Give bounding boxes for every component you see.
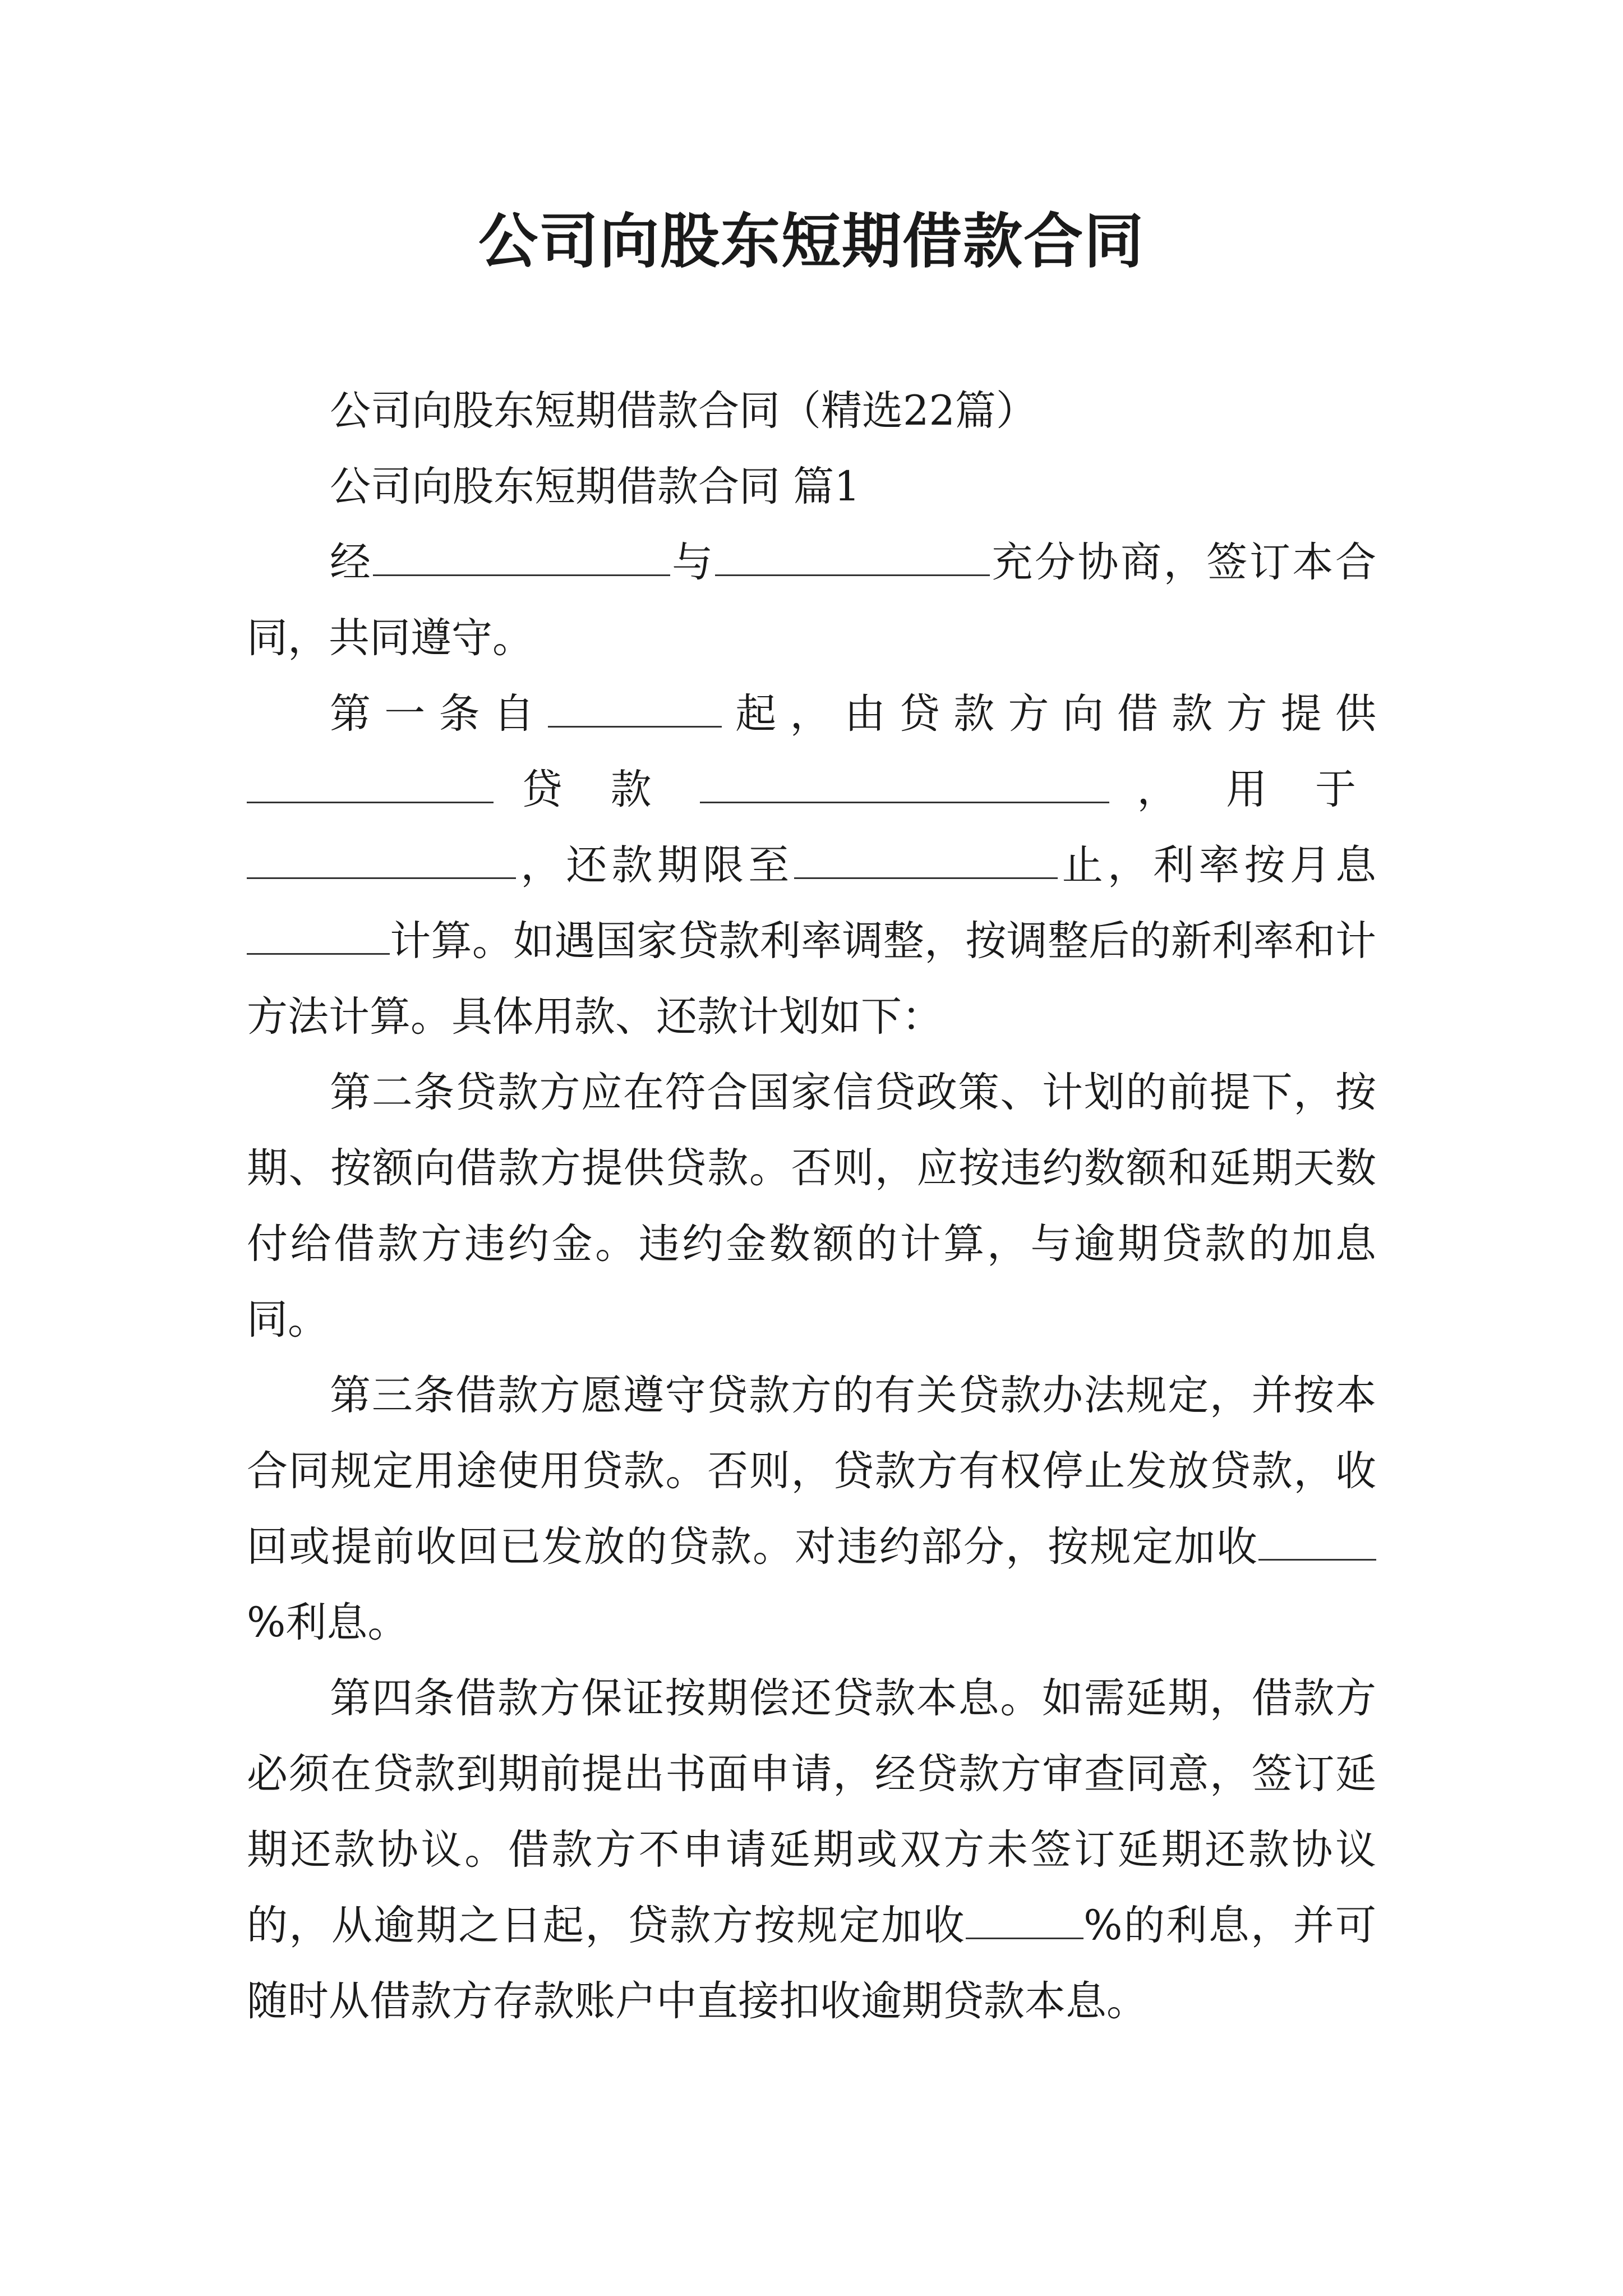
text-fragment: 第一条自 <box>330 690 548 738</box>
text-fragment: 起，由贷款方向借款方提供 <box>722 690 1376 738</box>
paragraph-intro <box>247 524 1376 676</box>
blank-field <box>700 767 1109 803</box>
blank-field <box>548 691 722 728</box>
paragraph-article-1 <box>247 676 1376 1055</box>
blank-field <box>794 843 1058 879</box>
text-fragment: ，还款期限至 <box>516 841 794 889</box>
subtitle: 公司向股东短期借款合同（精选22篇） <box>330 387 1037 435</box>
section-heading: 公司向股东短期借款合同 篇1 <box>330 463 860 510</box>
paragraph-article-2: 第二条贷款方应在符合国家信贷政策、计划的前提下，按期、按额向借款方提供贷款。否则，应按违约数额和延期天数付给借款方违约金。违约金数额的计算，与逾期贷款的加息同。 <box>247 1069 1376 1343</box>
document-body <box>247 373 1376 2039</box>
text-fragment: ，用于 <box>1109 766 1376 813</box>
text-fragment: 第三条借款方愿遵守贷款方的有关贷款办法规定，并按本合同规定用途使用贷款。否则，贷款方有权停止发放贷款，收回或提前收回已发放的贷款。对违约部分，按规定加收 <box>247 1372 1376 1571</box>
text-fragment: 计算。如遇国家贷款利率调整，按调整后的新利率和计方法计算。具体用款、还款计划如下： <box>247 917 1376 1041</box>
paragraph-article-3 <box>247 1358 1376 1660</box>
blank-field <box>247 843 516 879</box>
paragraph-article-4 <box>247 1660 1376 2039</box>
blank-field <box>1258 1524 1376 1561</box>
text-fragment: 第四条借款方保证按期偿还贷款本息。如需延期，借款方必须在贷款到期前提出书面申请，经贷款方审查同意，签订延期还款协议。借款方不申请延期或双方未签订延期还款协议的，从逾期之日起，贷款方按规定加收 <box>247 1674 1376 1949</box>
text-fragment: 与 <box>670 539 715 586</box>
blank-field <box>715 540 990 576</box>
text-fragment: 贷款 <box>494 766 700 813</box>
text-fragment: %的利息，并可随时从借款方存款账户中直接扣收逾期贷款本息。 <box>247 1902 1376 2025</box>
text-fragment: 止，利率按月息 <box>1057 841 1376 889</box>
document-title: 公司向股东短期借款合同 <box>478 206 1145 276</box>
blank-field <box>373 540 670 576</box>
blank-field <box>247 918 390 955</box>
text-fragment: 经 <box>330 539 373 586</box>
text-fragment: %利息。 <box>247 1599 409 1646</box>
blank-field <box>247 767 494 803</box>
text-fragment: 充分协商，签订本合同，共同遵守。 <box>247 539 1377 662</box>
blank-field <box>966 1903 1083 1939</box>
